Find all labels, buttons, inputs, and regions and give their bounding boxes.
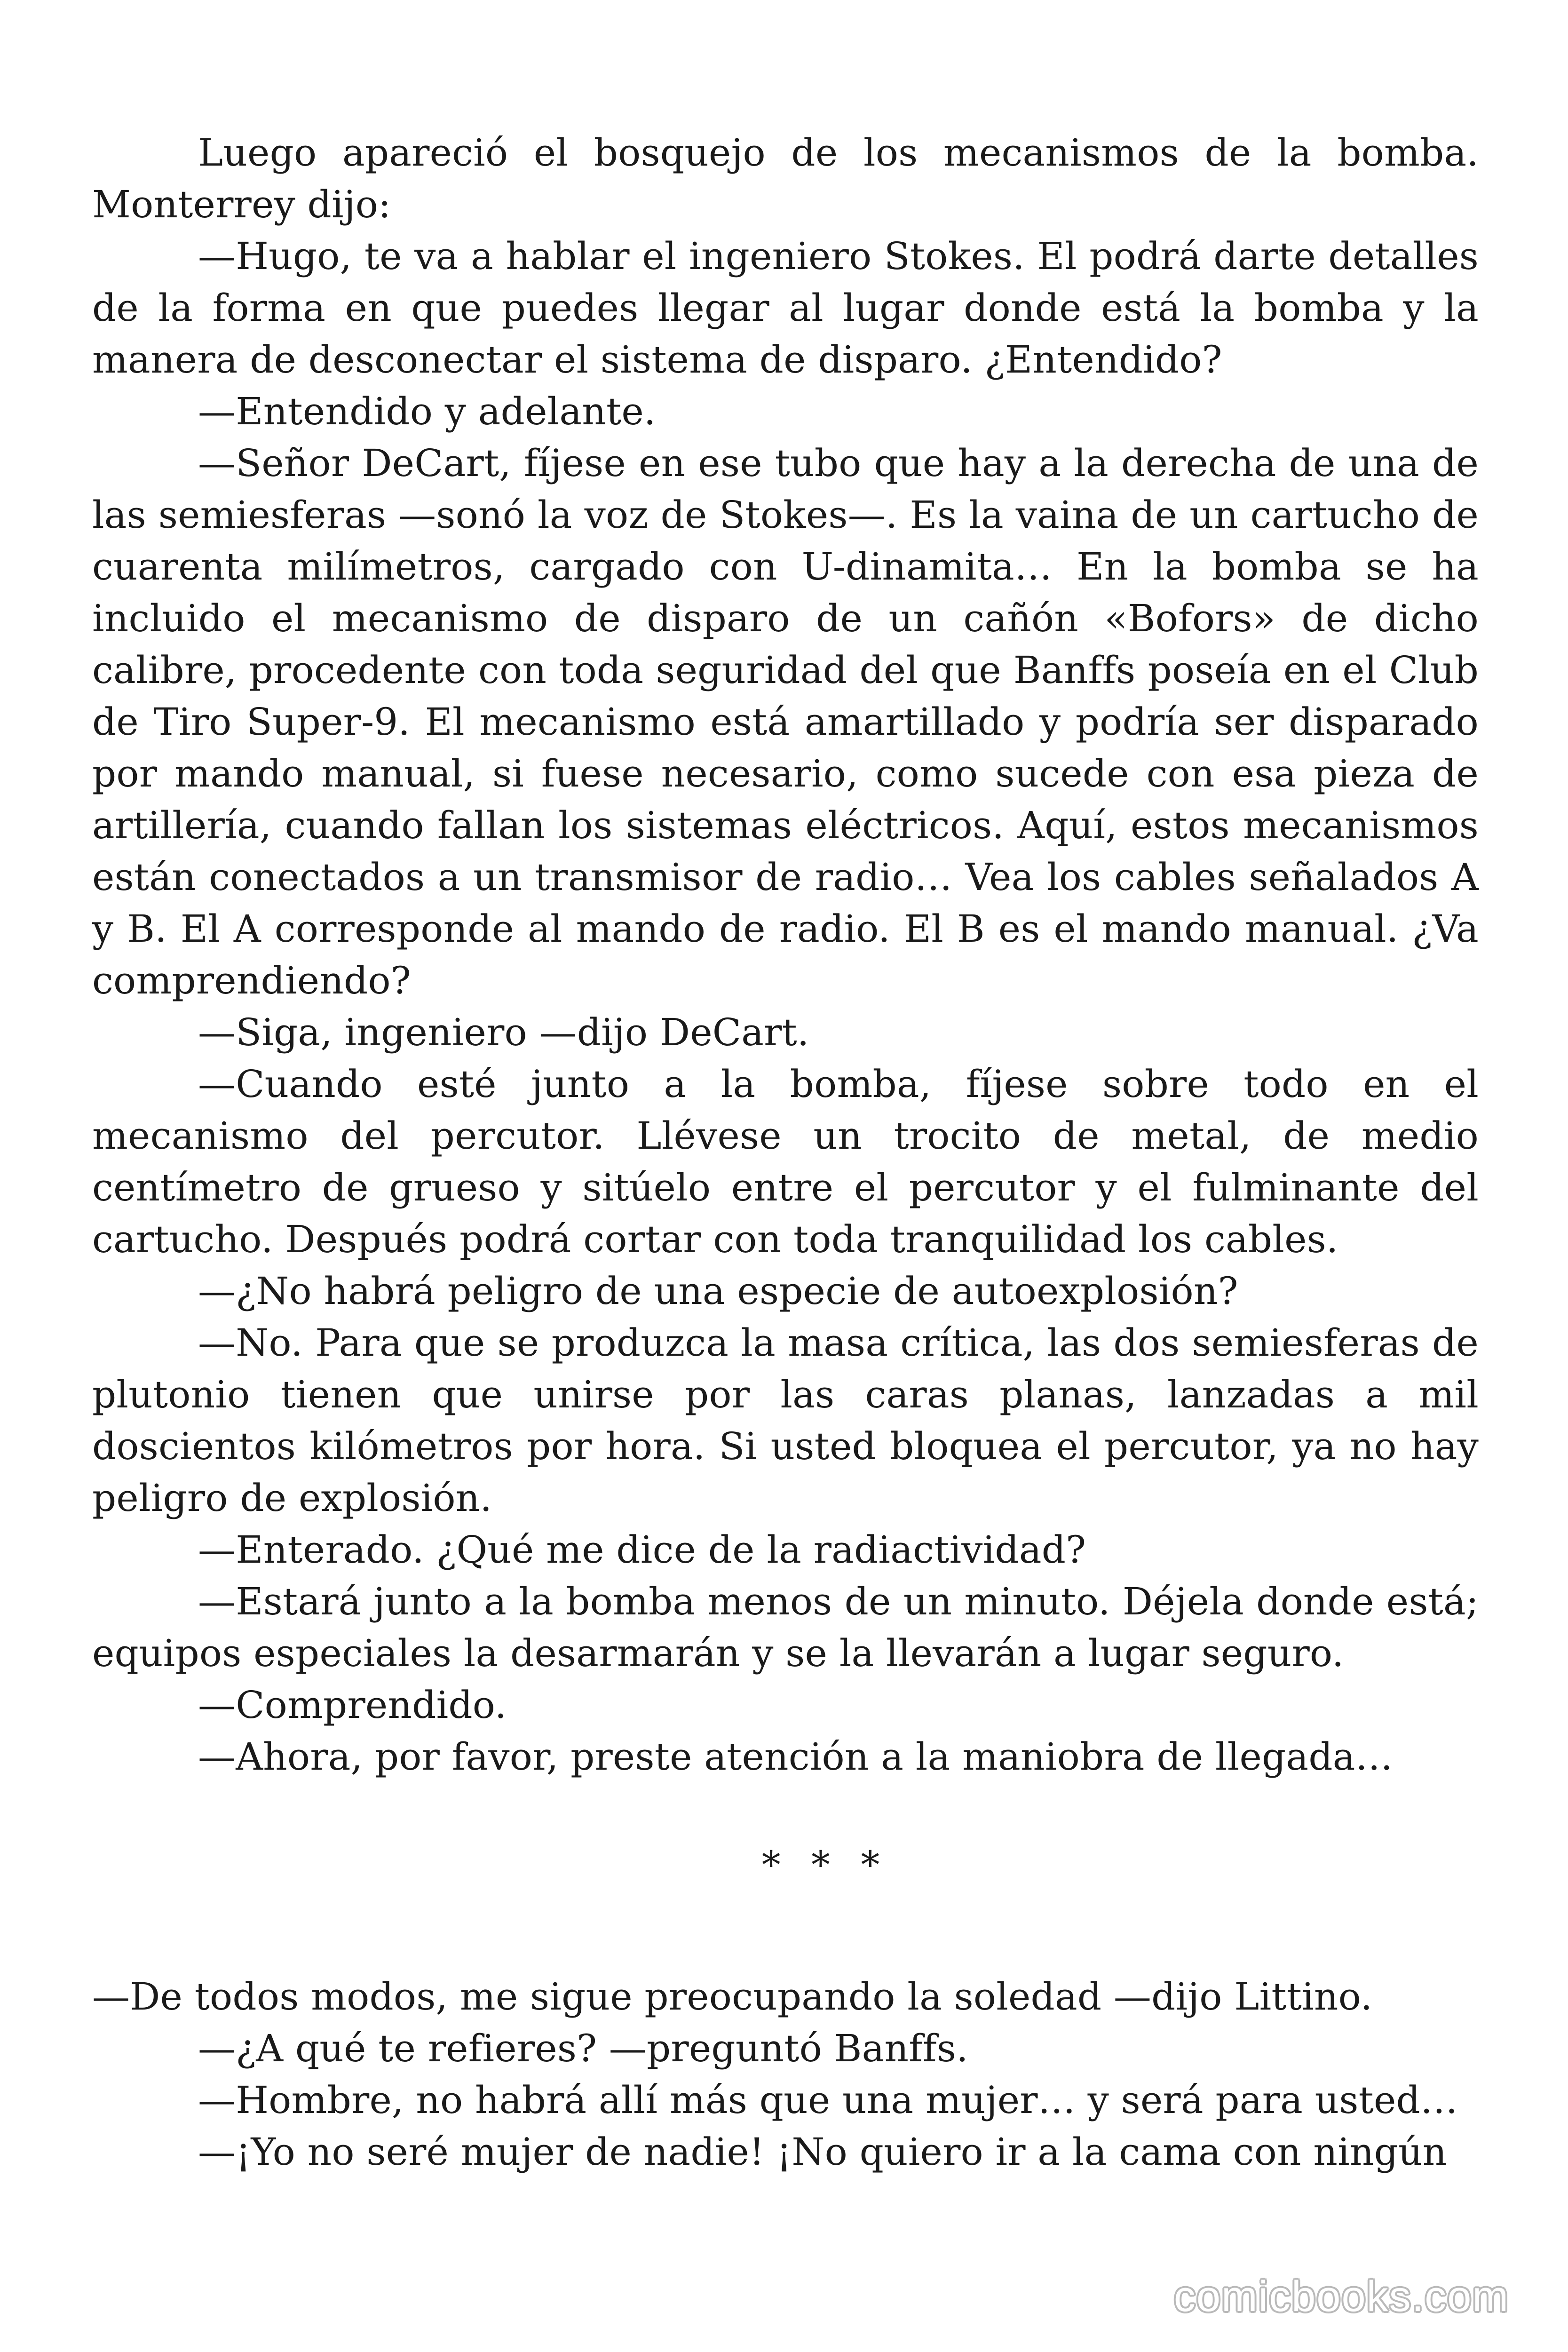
- paragraph: —Estará junto a la bomba menos de un minuto. Déjela donde está; equipos especiales la desarmarán y se la llevarán a lugar seguro.: [92, 1580, 1479, 1675]
- paragraph: —¿No habrá peligro de una especie de autoexplosión?: [198, 1269, 1238, 1313]
- paragraph: —De todos modos, me sigue preocupando la soledad —dijo Littino.: [92, 1975, 1373, 2018]
- paragraph: —Enterado. ¿Qué me dice de la radiactividad?: [198, 1528, 1086, 1572]
- paragraph: —Entendido y adelante.: [198, 389, 656, 433]
- paragraph: —¡Yo no seré mujer de nadie! ¡No quiero ir a la cama con ningún: [198, 2130, 1447, 2174]
- paragraph: —Señor DeCart, fíjese en ese tubo que hay a la derecha de una de las semiesferas —sonó la voz de Stokes—. Es la vaina de un cartucho de cuarenta milímetros, cargado con U-dinamita… En la bomba se ha incluido el mecanismo de disparo de un cañón «Bofors» de dicho calibre, procedente con toda seguridad del que Banffs poseía en el Club de Tiro Super-9. El mecanismo está amartillado y podría ser disparado por mando manual, si fuese necesario, como sucede con esa pieza de artillería, cuando fallan los sistemas eléctricos. Aquí, estos mecanismos están conectados a un transmisor de radio… Vea los cables señalados A y B. El A corresponde al mando de radio. El B es el mando manual. ¿Va comprendiendo?: [92, 441, 1479, 1002]
- paragraph: —Cuando esté junto a la bomba, fíjese sobre todo en el mecanismo del percutor. Llévese un trocito de metal, de medio centímetro de grueso y sitúelo entre el percutor y el fulminante del cartucho. Después podrá cortar con toda tranquilidad los cables.: [92, 1062, 1479, 1261]
- paragraph: —¿A qué te refieres? —preguntó Banffs.: [198, 2026, 968, 2070]
- book-page: [92, 127, 1479, 2178]
- paragraph: —Ahora, por favor, preste atención a la maniobra de llegada…: [198, 1735, 1393, 1779]
- paragraph: —Siga, ingeniero —dijo DeCart.: [198, 1010, 809, 1054]
- section-break: * * *: [761, 1843, 889, 1887]
- paragraph: —Comprendido.: [198, 1683, 507, 1727]
- paragraph: —No. Para que se produzca la masa crítica, las dos semiesferas de plutonio tienen que unirse por las caras planas, lanzadas a mil doscientos kilómetros por hora. Si usted bloquea el percutor, ya no hay peligro de explosión.: [92, 1321, 1479, 1520]
- paragraph: —Hombre, no habrá allí más que una mujer… y será para usted…: [198, 2078, 1458, 2122]
- watermark: comicbooks.com: [1173, 2273, 1509, 2320]
- paragraph: —Hugo, te va a hablar el ingeniero Stokes. El podrá darte detalles de la forma en que puedes llegar al lugar donde está la bomba y la manera de desconectar el sistema de disparo. ¿Entendido?: [92, 234, 1479, 381]
- paragraph: Luego apareció el bosquejo de los mecanismos de la bomba. Monterrey dijo:: [92, 131, 1479, 226]
